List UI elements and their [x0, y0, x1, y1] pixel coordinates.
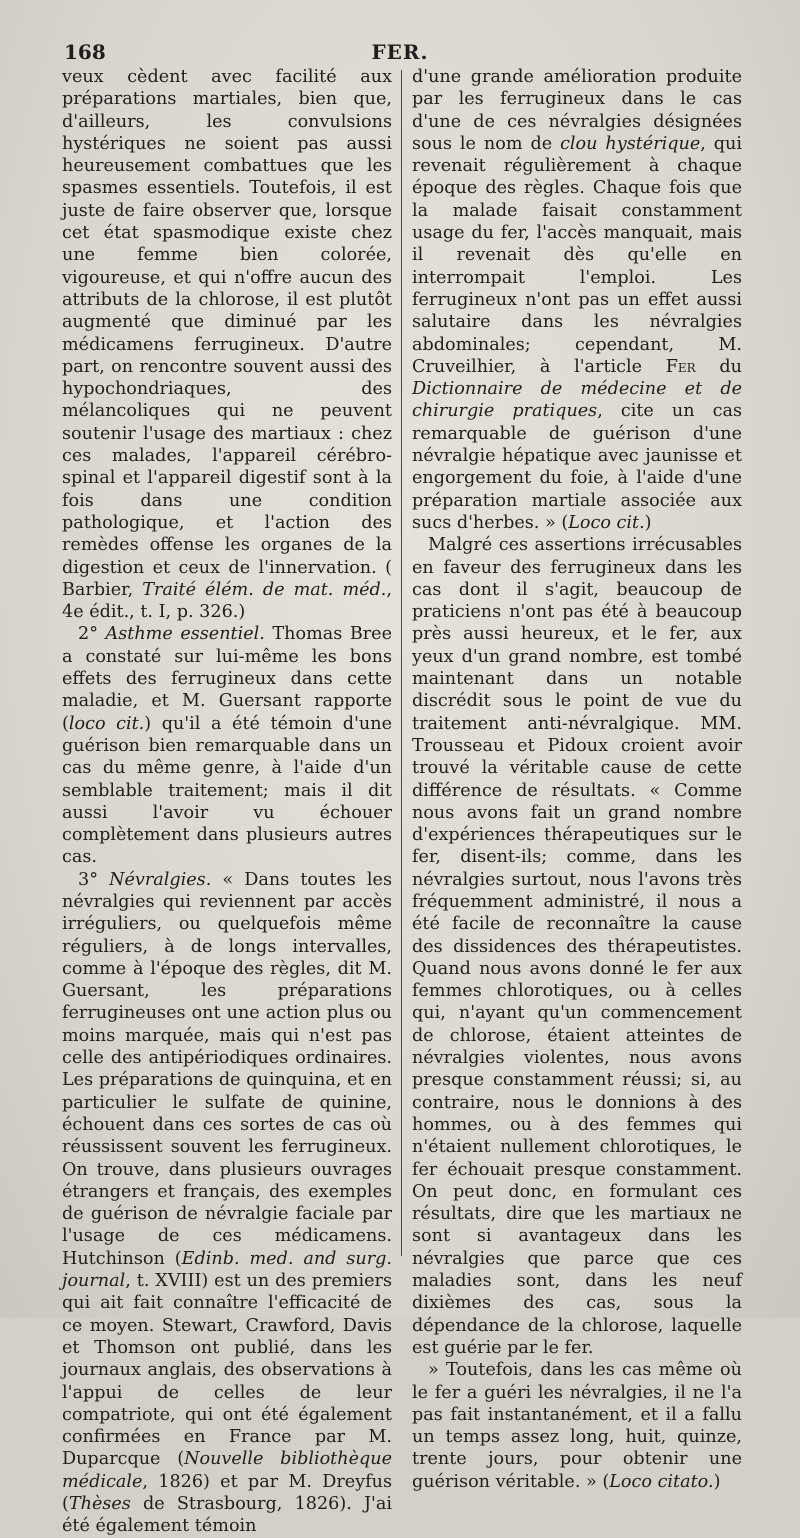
section-heading-neuralgia: Névralgies.: [109, 869, 212, 890]
left-column: [62, 66, 392, 1538]
paragraph-toutefois: » Toutefois, dans les cas même où le fer a guéri les névralgies, il ne l'a pas fait instantanément, et il a fallu un temps assez long, huit, quinze, trente jours, pour obtenir une guérison véritable. » (Loco citato.): [412, 1360, 742, 1492]
reference-title: Traité élém. de mat. méd.: [142, 579, 387, 600]
paragraph-asthma: 2° Asthme essentiel. Thomas Bree a constaté sur lui-même les bons effets des ferrugineux dans cette maladie, et M. Guersant rapporte (loco cit.) qu'il a été témoin d'une guérison bien remarquable dans un cas du même genre, à l'aide d'un semblable traitement; mais il dit aussi l'avoir vu échouer complètement dans plusieurs autres cas.: [62, 624, 392, 868]
paragraph-clou-hysterique: d'une grande amélioration produite par les ferrugineux dans le cas d'une de ces névralgies désignées sous le nom de clou hystérique, qui revenait régulièrement à chaque époque des règles. Chaque fois que la malade faisait constamment usage du fer, l'accès manquait, mais il revenait dès qu'elle en interrompait l'emploi. Les ferrugineux n'ont pas un effet aussi salutaire dans les névralgies abdominales; cependant, M. Cruveilhier, à l'article Fer du Dictionnaire de médecine et de chirurgie pratiques, cite un cas remarquable de guérison d'une névralgie hépatique avec jaunisse et engorgement du foie, à l'aide d'une préparation martiale associée aux sucs d'herbes. » (Loco cit.): [412, 67, 743, 533]
section-heading-asthma: Asthme essentiel.: [105, 624, 265, 645]
column-divider: [401, 70, 402, 1256]
running-title: FER.: [371, 40, 429, 64]
right-column: [412, 66, 742, 1493]
page-number: 168: [64, 40, 106, 64]
paragraph-neuralgia: 3° Névralgies. « Dans toutes les névralgies qui reviennent par accès irréguliers, ou quelquefois même réguliers, à de longs intervalles, comme à l'époque des règles, dit M. Guersant, les préparations ferrugineuses ont une action plus ou moins marquée, mais qui n'est pas celle des antipériodiques ordinaires. Les préparations de quinquina, et en particulier le sulfate de quinine, échouent dans ces sortes de cas où réussissent souvent les ferrugineux. On trouve, dans plusieurs ouvrages étrangers et français, des exemples de guérison de névralgie faciale par l'usage de ces médicamens. Hutchinson (Edinb. med. and surg. journal, t. XVIII) est un des premiers qui ait fait connaître l'efficacité de ce moyen. Stewart, Crawford, Davis et Thomson ont publié, dans les journaux anglais, des observations à l'appui de celles de leur compatriote, qui ont été également confirmées en France par M. Duparcque (Nouvelle bibliothèque médicale, 1826) et par M. Dreyfus (Thèses de Strasbourg, 1826). J'ai été également témoin: [62, 869, 393, 1537]
paragraph-trousseau-pidoux: Malgré ces assertions irrécusables en faveur des ferrugineux dans les cas dont il s'agit, beaucoup de praticiens n'ont pas été à beaucoup près aussi heureux, et le fer, aux yeux d'un grand nombre, est tombé maintenant dans un notable discrédit sous le point de vue du traitement anti-névralgique. MM. Trousseau et Pidoux croient avoir trouvé la véritable cause de cette différence de résultats. « Comme nous avons fait un grand nombre d'expériences thérapeutiques sur le fer, disent-ils; comme, dans les névralgies surtout, nous l'avons très fréquemment administré, il nous a été facile de reconnaître la cause des dissidences des thérapeutistes. Quand nous avons donné le fer aux femmes chlorotiques, ou à celles qui, n'ayant qu'un commencement de chlorose, étaient atteintes de névralgies violentes, nous avons presque constamment réussi; si, au contraire, nous le donnions à des hommes, ou à des femmes qui n'étaient nullement chlorotiques, le fer échouait presque constamment. On peut donc, en formulant ces résultats, dire que les martiaux ne sont si avantageux dans les névralgies que parce que ces maladies sont, dans les neuf dixièmes des cas, sous la dépendance de la chlorose, laquelle est guérie par le fer.: [412, 535, 742, 1358]
paragraph-spasms: veux cèdent avec facilité aux préparations martiales, bien que, d'ailleurs, les convulsions hystériques ne soient pas aussi heureusement combattues que les spasmes essentiels. Toutefois, il est juste de faire observer que, lorsque cet état spasmodique existe chez une femme bien colorée, vigoureuse, et qui n'offre aucun des attributs de la chlorose, il est plutôt augmenté que diminué par les médicamens ferrugineux. D'autre part, on rencontre souvent aussi des hypochondriaques, des mélancoliques qui ne peuvent soutenir l'usage des martiaux : chez ces malades, l'appareil cérébro-spinal et l'appareil digestif sont à la fois dans une condition pathologique, et l'action des remèdes offense les organes de la digestion et ceux de l'innervation. ( Barbier, Traité élém. de mat. méd., 4e édit., t. I, p. 326.): [62, 67, 392, 623]
